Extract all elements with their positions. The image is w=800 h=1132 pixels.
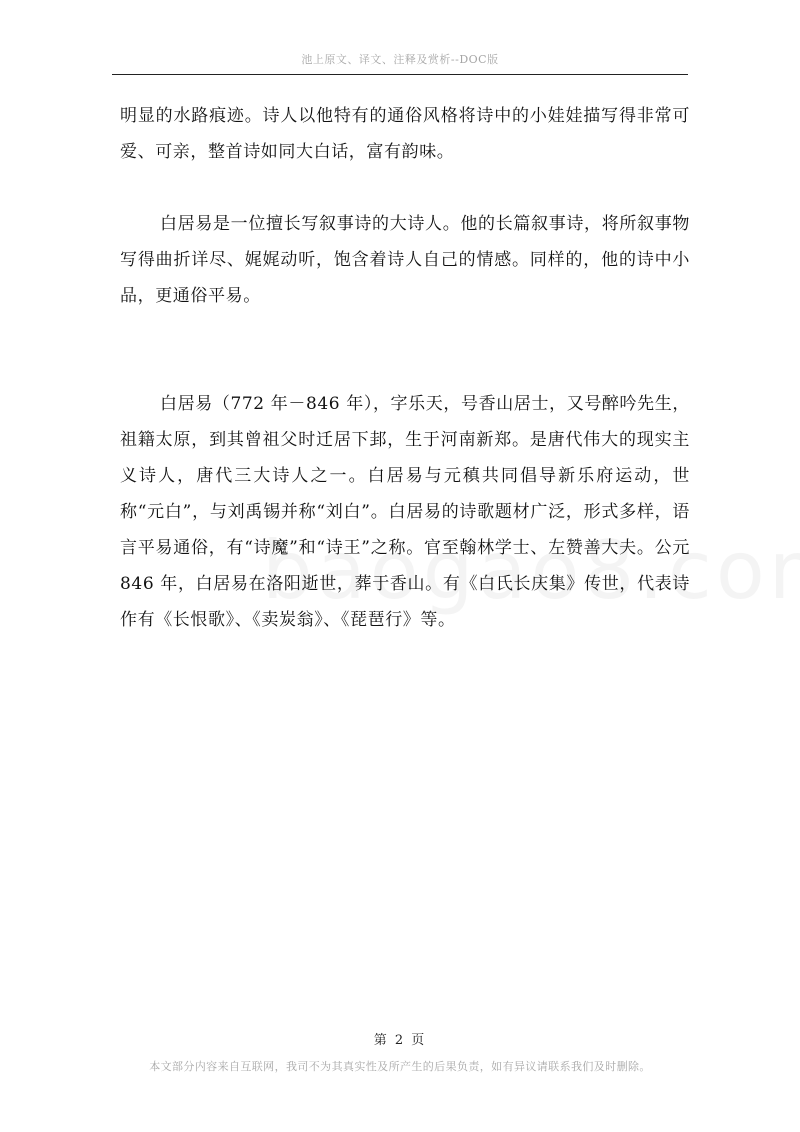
header-divider (112, 74, 688, 75)
document-body (120, 98, 690, 638)
paragraph-narrative-poetry: 白居易是一位擅长写叙事诗的大诗人。他的长篇叙事诗，将所叙事物写得曲折详尽、娓娓动听，饱含着诗人自己的情感。同样的，他的诗中小品，更通俗平易。 (120, 214, 690, 306)
paragraph-continuation: 明显的水路痕迹。诗人以他特有的通俗风格将诗中的小娃娃描写得非常可爱、可亲，整首诗如同大白话，富有韵味。 (120, 106, 690, 162)
page-number: 第 2 页 (373, 1033, 427, 1048)
paragraph-spacer (120, 314, 690, 386)
document-header: 池上原文、译文、注释及赏析--DOC版 (301, 53, 499, 66)
footer-disclaimer: 本文部分内容来自互联网，我司不为其真实性及所产生的后果负责，如有异议请联系我们及时删除。 (149, 1060, 651, 1073)
paragraph-author-bio: 白居易（772 年－846 年），字乐天，号香山居士，又号醉吟先生，祖籍太原，到其曾祖父时迁居下邽，生于河南新郑。是唐代伟大的现实主义诗人，唐代三大诗人之一。白居易与元稹共同倡导新乐府运动，世称“元白”，与刘禹锡并称“刘白”。白居易的诗歌题材广泛，形式多样，语言平易通俗，有“诗魔”和“诗王”之称。官至翰林学士、左赞善大夫。公元 846 年，白居易在洛阳逝世，葬于香山。有《白氏长庆集》传世，代表诗作有《长恨歌》、《卖炭翁》、《琵琶行》等。 (120, 394, 690, 630)
paragraph-spacer (120, 170, 690, 206)
